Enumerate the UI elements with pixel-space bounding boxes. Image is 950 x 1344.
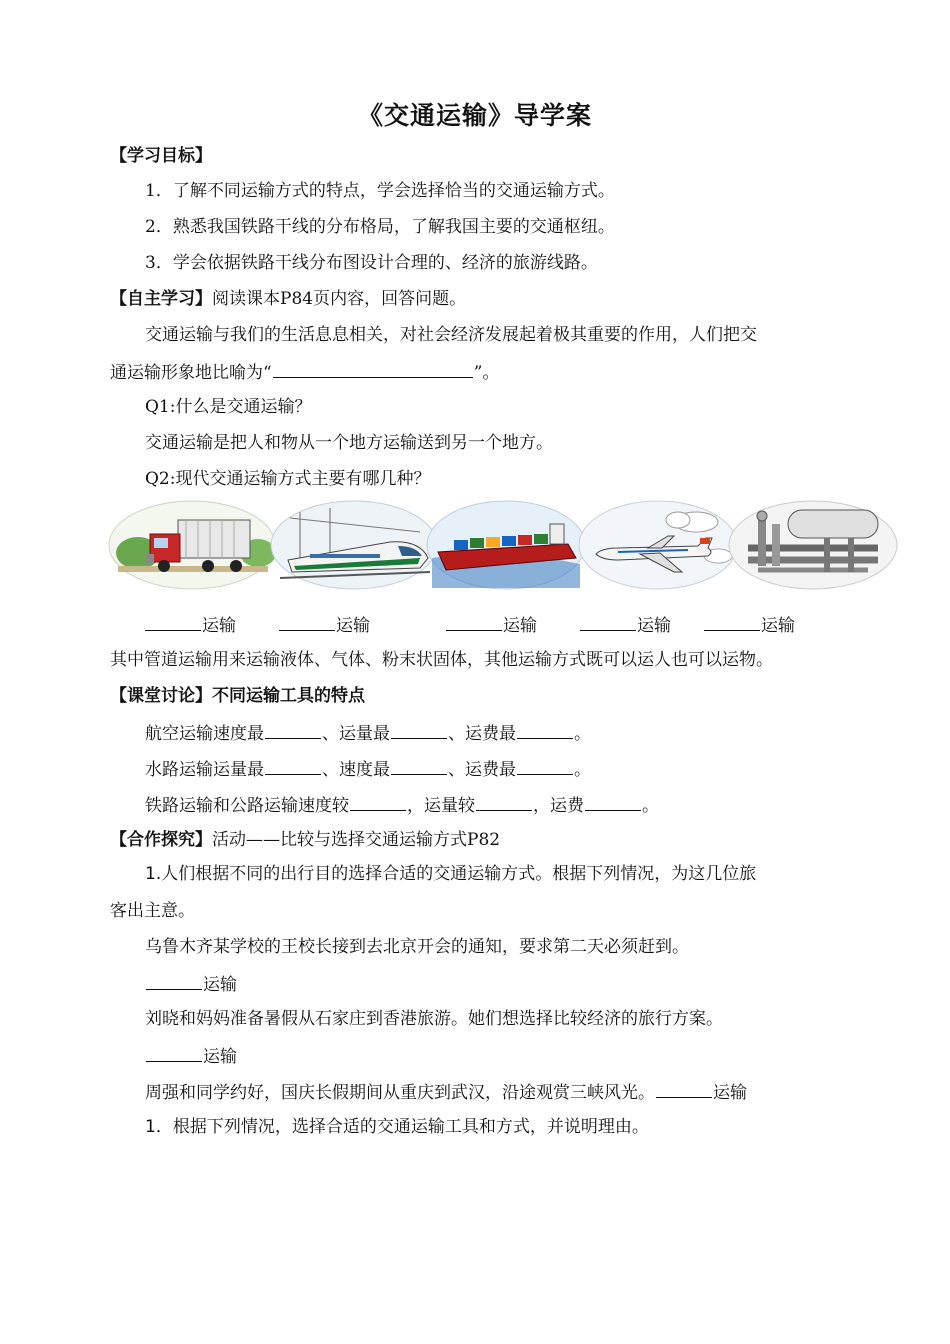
self-study-heading: 【自主学习】 [110, 289, 212, 309]
objective-item: 3．学会依据铁路干线分布图设计合理的、经济的旅游线路。 [145, 253, 598, 273]
paragraph-text: 通运输形象地比喻为“ [110, 363, 272, 383]
case-1-answer: 运输 [145, 971, 885, 997]
transport-illustrations [108, 498, 898, 592]
answer-blank[interactable] [279, 612, 335, 631]
paragraph: 1.人们根据不同的出行目的选择合适的交通运输方式。根据下列情况，为这几位旅 [145, 864, 757, 884]
answer-blank[interactable] [265, 756, 321, 775]
answer-blank[interactable] [580, 612, 636, 631]
answer-blank[interactable] [145, 612, 201, 631]
case-2-answer: 运输 [145, 1043, 885, 1069]
train-image [270, 498, 438, 592]
answer-1: 交通运输是把人和物从一个地方运输送到另一个地方。 [145, 433, 553, 453]
answer-blank[interactable] [391, 756, 447, 775]
truck-image [108, 498, 276, 592]
transport-label-pipeline: 运输 [703, 612, 795, 638]
answer-blank[interactable] [350, 792, 406, 811]
answer-blank[interactable] [446, 612, 502, 631]
answer-blank[interactable] [391, 720, 447, 739]
transport-label-water: 运输 [445, 612, 537, 638]
pipeline-note: 其中管道运输用来运输液体、气体、粉末状固体，其他运输方式既可以运人也可以运物。 [110, 650, 773, 670]
air-transport-line: 航空运输速度最 、运量最 、运费最 。 [145, 720, 885, 746]
objective-item: 1．了解不同运输方式的特点，学会选择恰当的交通运输方式。 [145, 181, 615, 201]
answer-blank[interactable] [656, 1079, 712, 1098]
self-study-line [110, 287, 850, 311]
transport-label-road: 运输 [144, 612, 236, 638]
self-study-intro: 阅读课本P84页内容，回答问题。 [212, 289, 467, 309]
discussion-line [110, 684, 850, 708]
case-3: 周强和同学约好，国庆长假期间从重庆到武汉，沿途观赏三峡风光。 运输 [145, 1079, 885, 1105]
paragraph: 1．根据下列情况，选择合适的交通运输工具和方式，并说明理由。 [145, 1117, 649, 1137]
answer-blank[interactable] [146, 971, 202, 990]
answer-blank[interactable] [273, 359, 473, 378]
ship-image [426, 498, 586, 592]
paragraph: 交通运输与我们的生活息息相关，对社会经济发展起着极其重要的作用，人们把交 [145, 325, 757, 345]
airplane-image [578, 498, 738, 592]
cooperation-heading: 【合作探究】 [110, 830, 212, 850]
case-2: 刘晓和妈妈准备暑假从石家庄到香港旅游。她们想选择比较经济的旅行方案。 [145, 1009, 723, 1029]
rail-road-transport-line: 铁路运输和公路运输速度较 ，运量较 ，运费 。 [145, 792, 885, 818]
objectives-heading: 【学习目标】 [110, 146, 212, 166]
water-transport-line: 水路运输运量最 、速度最 、运费最 。 [145, 756, 885, 782]
paragraph-text: ”。 [473, 363, 500, 383]
cooperation-line [110, 828, 850, 852]
answer-blank[interactable] [517, 720, 573, 739]
discussion-heading: 【课堂讨论】 [110, 686, 212, 706]
answer-blank[interactable] [704, 612, 760, 631]
answer-blank[interactable] [585, 792, 641, 811]
answer-blank[interactable] [476, 792, 532, 811]
question-2: Q2:现代交通运输方式主要有哪几种？ [145, 469, 431, 489]
page-title: 《交通运输》导学案 [357, 101, 592, 130]
objective-item: 2．熟悉我国铁路干线的分布格局，了解我国主要的交通枢纽。 [145, 217, 615, 237]
paragraph-fill-line [110, 359, 850, 385]
answer-blank[interactable] [146, 1043, 202, 1062]
case-1: 乌鲁木齐某学校的王校长接到去北京开会的通知，要求第二天必须赶到。 [145, 937, 689, 957]
paragraph: 客出主意。 [110, 901, 195, 921]
transport-label-rail: 运输 [278, 612, 370, 638]
transport-label-air: 运输 [579, 612, 671, 638]
question-1: Q1:什么是交通运输？ [145, 397, 312, 417]
answer-blank[interactable] [517, 756, 573, 775]
answer-blank[interactable] [265, 720, 321, 739]
cooperation-intro: 活动——比较与选择交通运输方式P82 [212, 830, 501, 850]
pipeline-image [728, 498, 898, 592]
discussion-topic: 不同运输工具的特点 [212, 686, 365, 706]
